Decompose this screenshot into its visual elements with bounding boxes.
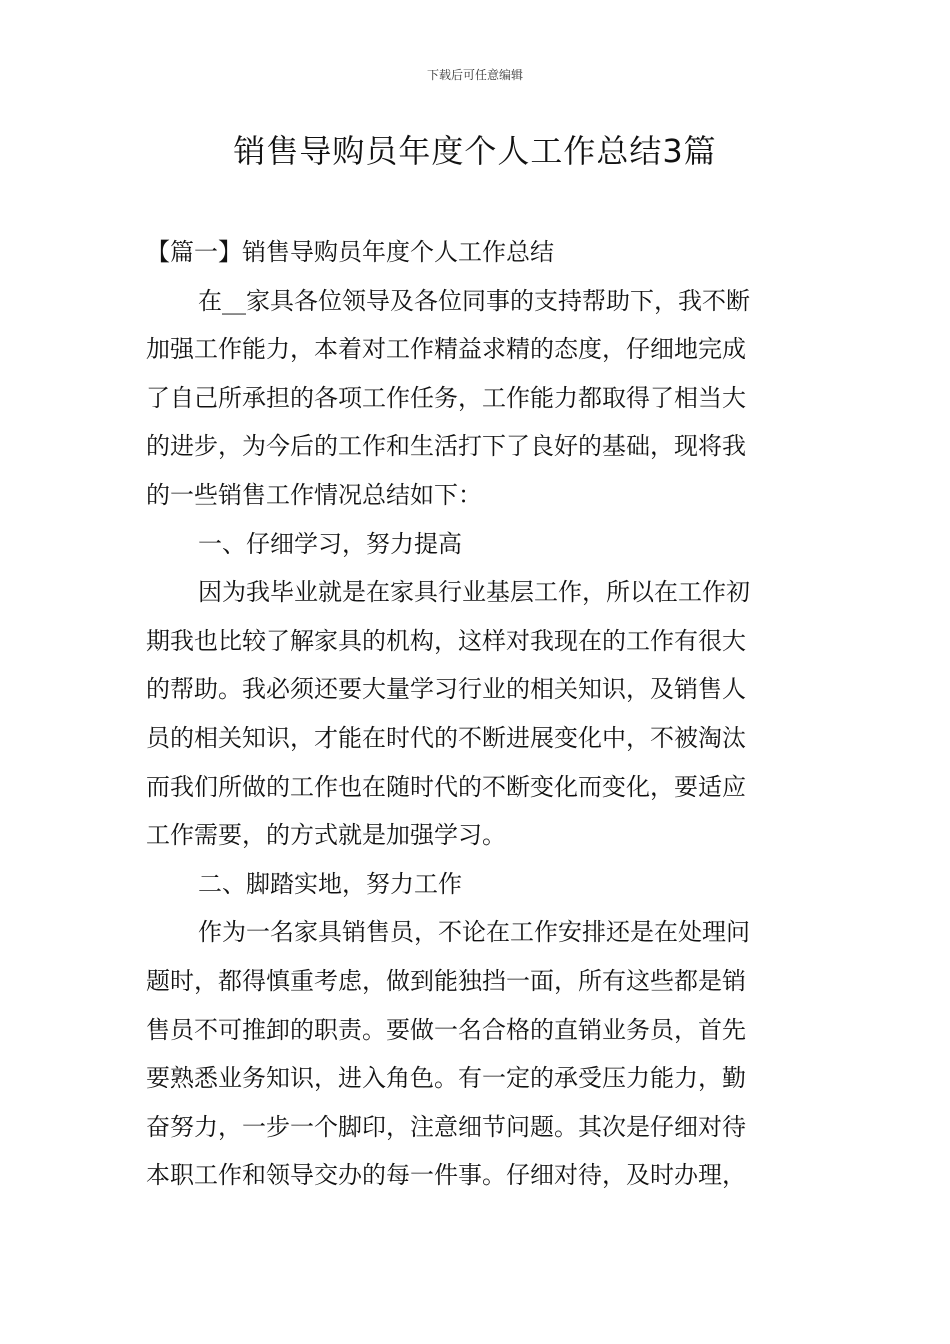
paragraph-line: 要熟悉业务知识，进入角色。有一定的承受压力能力，勤 — [146, 1064, 746, 1093]
paragraph-line: 加强工作能力，本着对工作精益求精的态度，仔细地完成 — [146, 335, 746, 364]
paragraph-line: 的进步，为今后的工作和生活打下了良好的基础，现将我 — [146, 432, 746, 461]
paragraph-line: 题时，都得慎重考虑，做到能独挡一面，所有这些都是销 — [146, 966, 746, 995]
paragraph-line: 员的相关知识，才能在时代的不断进展变化中，不被淘汰 — [146, 723, 746, 752]
paragraph-line: 了自己所承担的各项工作任务，工作能力都取得了相当大 — [146, 383, 746, 412]
paragraph-line: 工作需要，的方式就是加强学习。 — [146, 821, 506, 850]
paragraph-line: 售员不可推卸的职责。要做一名合格的直销业务员，首先 — [146, 1015, 746, 1044]
section-heading: 二、脚踏实地，努力工作 — [198, 869, 462, 898]
download-note: 下载后可任意编辑 — [426, 68, 523, 82]
paragraph-line: 在__家具各位领导及各位同事的支持帮助下，我不断 — [198, 286, 750, 315]
paragraph-line: 的一些销售工作情况总结如下： — [146, 480, 482, 509]
document-title: 销售导购员年度个人工作总结3篇 — [233, 132, 717, 170]
document-body — [146, 228, 806, 1200]
paragraph-line: 因为我毕业就是在家具行业基层工作，所以在工作初 — [198, 578, 750, 607]
paragraph-line: 作为一名家具销售员，不论在工作安排还是在处理问 — [198, 918, 750, 947]
paragraph-line: 奋努力，一步一个脚印，注意细节问题。其次是仔细对待 — [146, 1112, 746, 1141]
article-heading: 【篇一】销售导购员年度个人工作总结 — [146, 238, 554, 266]
paragraph-line: 的帮助。我必须还要大量学习行业的相关知识，及销售人 — [146, 675, 746, 704]
paragraph-line: 本职工作和领导交办的每一件事。仔细对待，及时办理， — [146, 1161, 746, 1190]
paragraph-line: 而我们所做的工作也在随时代的不断变化而变化，要适应 — [146, 772, 746, 801]
paragraph-line: 期我也比较了解家具的机构，这样对我现在的工作有很大 — [146, 626, 746, 655]
section-heading: 一、仔细学习，努力提高 — [198, 529, 462, 558]
